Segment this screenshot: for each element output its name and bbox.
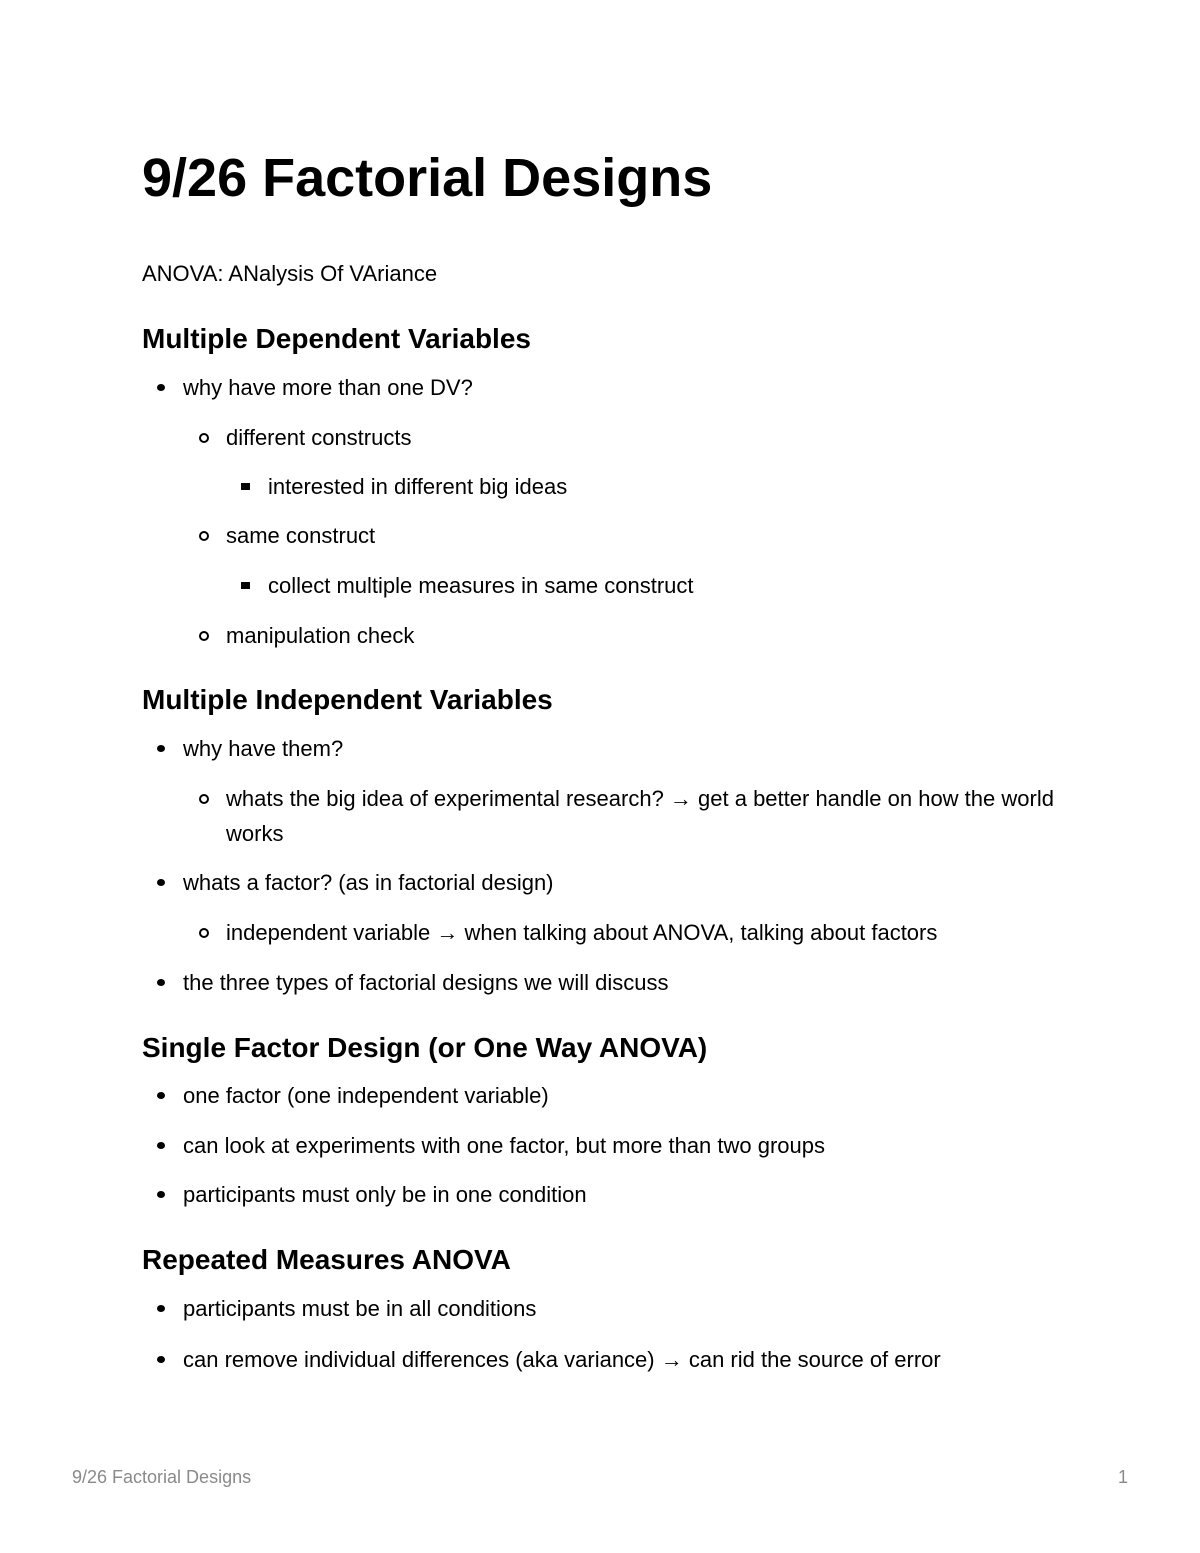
hollow-circle-bullet-icon [199,433,209,443]
list-item-text: whats a factor? (as in factorial design) [183,870,554,895]
list-item [183,370,1072,405]
square-bullet-icon [241,582,250,589]
list-item [268,568,1072,603]
list-item-text: whats the big idea of experimental research? → get a better handle on how the world works [226,786,1054,846]
section-heading-independent-variables: Multiple Independent Variables [142,684,553,715]
square-bullet-icon [241,483,250,490]
list-item-text: why have more than one DV? [183,375,473,400]
list-item-text: participants must be in all conditions [183,1296,537,1321]
filled-circle-bullet-icon [157,879,165,886]
list-item-text: one factor (one independent variable) [183,1083,549,1108]
list-item [183,1177,1072,1212]
intro-line: ANOVA: ANalysis Of VAriance [142,261,438,286]
list-item-text: different constructs [226,425,412,450]
list-item [183,731,1072,766]
hollow-circle-bullet-icon [199,928,209,938]
section-heading-dependent-variables: Multiple Dependent Variables [142,323,531,354]
list-item-text: why have them? [183,736,344,761]
list-item [183,1291,1072,1326]
filled-circle-bullet-icon [157,1191,165,1198]
list-item-text: the three types of factorial designs we will discuss [183,970,669,995]
list-item [183,1128,1072,1163]
list-item [183,965,1072,1000]
list-item-text: interested in different big ideas [268,474,568,499]
footer-title: 9/26 Factorial Designs [72,1467,252,1487]
filled-circle-bullet-icon [157,1092,165,1099]
filled-circle-bullet-icon [157,1142,165,1149]
list-item-text: can look at experiments with one factor, but more than two groups [183,1133,826,1158]
list-item-text: same construct [226,523,376,548]
list-item [183,1342,1072,1377]
list-item-text: independent variable → when talking about ANOVA, talking about factors [226,920,938,945]
list-item-text: collect multiple measures in same construct [268,573,694,598]
list-item [226,618,1072,653]
page-title: 9/26 Factorial Designs [142,148,713,208]
hollow-circle-bullet-icon [199,794,209,804]
list-item-text: can remove individual differences (aka variance) → can rid the source of error [183,1347,941,1372]
section-heading-repeated-measures: Repeated Measures ANOVA [142,1244,511,1275]
list-item [183,1078,1072,1113]
filled-circle-bullet-icon [157,384,165,391]
filled-circle-bullet-icon [157,1305,165,1312]
list-item [226,518,1072,553]
list-item [268,469,1072,504]
list-item-text: manipulation check [226,623,415,648]
list-item-text: participants must only be in one condition [183,1182,587,1207]
list-item [226,420,1072,455]
filled-circle-bullet-icon [157,745,165,752]
filled-circle-bullet-icon [157,1356,165,1363]
list-item [183,865,1072,900]
list-item [226,781,1072,851]
section-heading-single-factor-design: Single Factor Design (or One Way ANOVA) [142,1032,708,1063]
hollow-circle-bullet-icon [199,631,209,641]
filled-circle-bullet-icon [157,979,165,986]
footer-page-number: 1 [1117,1467,1128,1487]
list-item [226,915,1072,950]
hollow-circle-bullet-icon [199,531,209,541]
